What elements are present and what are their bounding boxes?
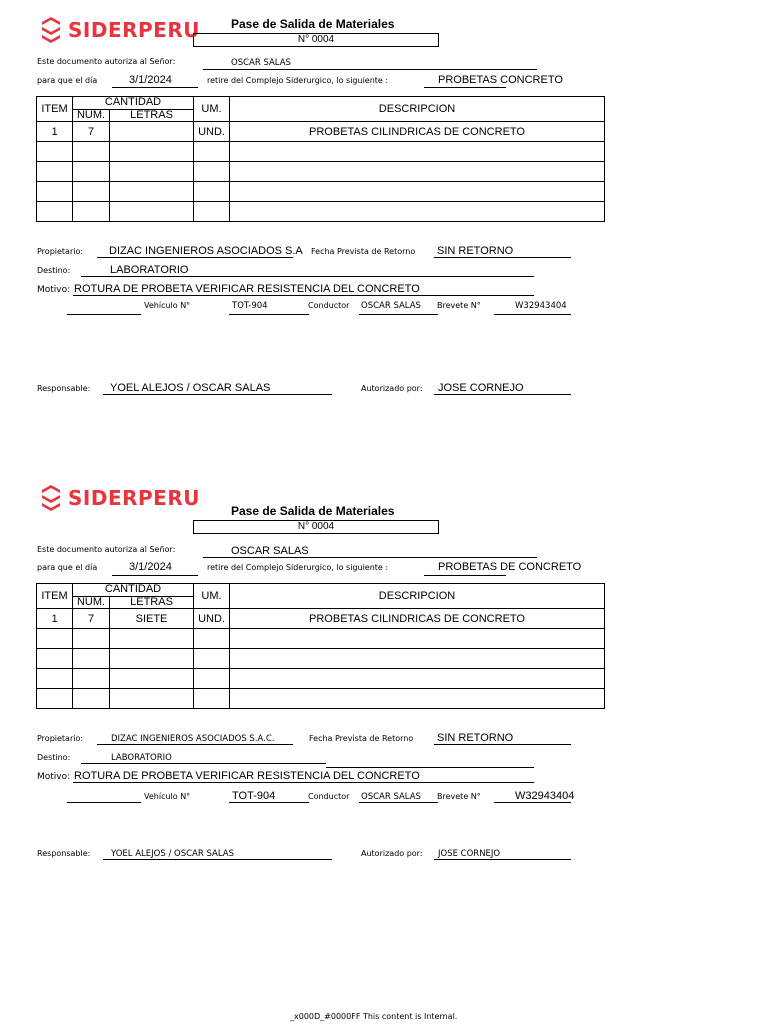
vehiculo-line — [229, 802, 309, 803]
date-line — [112, 575, 198, 576]
conductor-value: OSCAR SALAS — [361, 792, 421, 802]
propietario-line — [97, 257, 293, 258]
table-row — [37, 609, 605, 629]
table-row — [37, 182, 605, 202]
brand-name: SIDERPERU — [68, 486, 200, 510]
propietario-label: Propietario: — [37, 247, 84, 256]
descripcion-cell: PROBETAS CILINDRICAS DE CONCRETO — [230, 609, 605, 629]
propietario-line — [97, 744, 293, 745]
vehiculo-label: Vehículo N° — [144, 792, 191, 801]
materials-table — [36, 96, 605, 222]
siderperu-logo — [40, 16, 200, 44]
person-line — [203, 557, 537, 558]
document-number: N° 0004 — [193, 520, 439, 534]
autorizado-line — [434, 859, 571, 860]
responsable-label: Responsable: — [37, 384, 91, 393]
motivo-line — [73, 782, 534, 783]
autorizado-label: Autorizado por: — [361, 384, 423, 393]
destino-value: LABORATORIO — [110, 264, 189, 276]
num-cell: 7 — [73, 609, 110, 629]
form-title: Pase de Salida de Materiales — [231, 17, 395, 31]
brevete-value: W32943404 — [515, 790, 575, 802]
autorizado-line — [434, 394, 571, 395]
autorizado-label: Autorizado por: — [361, 849, 423, 858]
retire-line — [424, 575, 506, 576]
vehiculo-value: TOT-904 — [232, 301, 268, 311]
table-row — [37, 122, 605, 142]
table-row — [37, 202, 605, 222]
vehiculo-line — [229, 314, 309, 315]
responsable-label: Responsable: — [37, 849, 91, 858]
responsable-value: YOEL ALEJOS / OSCAR SALAS — [111, 849, 234, 859]
item-cell: 1 — [37, 609, 73, 629]
retire-value — [438, 74, 563, 86]
retire-value — [438, 561, 581, 573]
responsable-line — [103, 859, 332, 860]
materials-table — [36, 583, 605, 709]
item-header: ITEM — [37, 97, 73, 122]
brand-name: SIDERPERU — [68, 18, 200, 42]
item-cell: 1 — [37, 122, 73, 142]
table-row — [37, 689, 605, 709]
exit-pass-form-1 — [0, 0, 768, 487]
brevete-label: Brevete N° — [437, 792, 481, 801]
motivo-label: Motivo: — [37, 285, 71, 295]
authorize-label: Este documento autoriza al Señor: — [37, 57, 176, 66]
retorno-label: Fecha Prevista de Retorno — [309, 734, 414, 743]
retire-item-b: CONCRETO — [500, 74, 563, 86]
responsable-value: YOEL ALEJOS / OSCAR SALAS — [110, 382, 271, 394]
num-header: NUM. — [73, 596, 110, 609]
destino-line — [81, 763, 326, 764]
exit-pass-form-2 — [0, 487, 768, 974]
conductor-value: OSCAR SALAS — [361, 301, 421, 311]
cantidad-header: CANTIDAD — [73, 97, 194, 110]
date-value: 3/1/2024 — [129, 74, 172, 86]
brevete-label: Brevete N° — [437, 301, 481, 310]
destino-label: Destino: — [37, 753, 71, 762]
retire-item-b: DE CONCRETO — [500, 561, 582, 573]
table-row — [37, 162, 605, 182]
siderperu-logo-icon — [40, 16, 62, 44]
table-row — [37, 669, 605, 689]
propietario-label: Propietario: — [37, 734, 84, 743]
document-number: N° 0004 — [193, 33, 439, 47]
autorizado-value: JOSE CORNEJO — [438, 849, 501, 859]
responsable-line — [103, 394, 332, 395]
table-row — [37, 649, 605, 669]
retire-label: retire del Complejo Siderurgico, lo siguiente : — [207, 76, 389, 85]
date-label: para que el día — [37, 563, 98, 572]
table-row — [37, 142, 605, 162]
classification-footer: _x000D_#0000FF This content is Internal. — [290, 1012, 458, 1021]
retire-item-a: PROBETAS — [438, 74, 498, 86]
descripcion-cell: PROBETAS CILINDRICAS DE CONCRETO — [230, 122, 605, 142]
conductor-line — [359, 802, 438, 803]
form-title: Pase de Salida de Materiales — [231, 504, 395, 518]
destino-label: Destino: — [37, 266, 71, 275]
date-line — [112, 87, 198, 88]
destino-line-tail — [326, 767, 534, 768]
date-label: para que el día — [37, 76, 98, 85]
destino-line — [81, 276, 534, 277]
person-value: OSCAR SALAS — [231, 58, 291, 68]
propietario-value: DIZAC INGENIEROS ASOCIADOS S.A — [109, 245, 303, 257]
propietario-value: DIZAC INGENIEROS ASOCIADOS S.A.C. — [111, 734, 275, 744]
motivo-value: ROTURA DE PROBETA VERIFICAR RESISTENCIA DEL CONCRETO — [74, 770, 420, 782]
um-cell: UND. — [194, 122, 230, 142]
retire-label: retire del Complejo Siderurgico, lo siguiente : — [207, 563, 389, 572]
conductor-label: Conductor — [308, 301, 350, 310]
retire-line — [424, 87, 506, 88]
retire-item-a: PROBETAS — [438, 561, 498, 573]
um-header: UM. — [194, 97, 230, 122]
motivo-value: ROTURA DE PROBETA VERIFICAR RESISTENCIA DEL CONCRETO — [74, 283, 420, 295]
descripcion-header: DESCRIPCION — [230, 584, 605, 609]
retorno-value: SIN RETORNO — [437, 732, 514, 744]
table-row — [37, 629, 605, 649]
cantidad-header: CANTIDAD — [73, 584, 194, 597]
um-cell: UND. — [194, 609, 230, 629]
siderperu-logo — [40, 484, 200, 512]
letras-header: LETRAS — [110, 109, 194, 122]
num-cell: 7 — [73, 122, 110, 142]
conductor-line — [359, 314, 438, 315]
autorizado-value: JOSE CORNEJO — [438, 382, 524, 394]
retorno-label: Fecha Prevista de Retorno — [311, 247, 416, 256]
um-header: UM. — [194, 584, 230, 609]
conductor-label: Conductor — [308, 792, 350, 801]
brevete-value: W32943404 — [515, 301, 567, 311]
blank-line — [67, 802, 141, 803]
motivo-label: Motivo: — [37, 772, 71, 782]
authorize-label: Este documento autoriza al Señor: — [37, 545, 176, 554]
num-header: NUM. — [73, 109, 110, 122]
date-value: 3/1/2024 — [129, 561, 172, 573]
brevete-line — [494, 802, 571, 803]
vehiculo-label: Vehículo N° — [144, 301, 191, 310]
destino-value: LABORATORIO — [111, 753, 172, 763]
siderperu-logo-icon — [40, 484, 62, 512]
vehiculo-value: TOT-904 — [232, 790, 276, 802]
blank-line — [67, 314, 141, 315]
descripcion-header: DESCRIPCION — [230, 97, 605, 122]
letras-cell: SIETE — [110, 609, 194, 629]
retorno-line — [434, 744, 571, 745]
letras-header: LETRAS — [110, 596, 194, 609]
motivo-line — [73, 295, 534, 296]
letras-cell — [110, 122, 194, 142]
retorno-line — [434, 257, 571, 258]
person-value: OSCAR SALAS — [231, 545, 309, 557]
person-line — [203, 69, 537, 70]
item-header: ITEM — [37, 584, 73, 609]
retorno-value: SIN RETORNO — [437, 245, 514, 257]
brevete-line — [494, 314, 571, 315]
